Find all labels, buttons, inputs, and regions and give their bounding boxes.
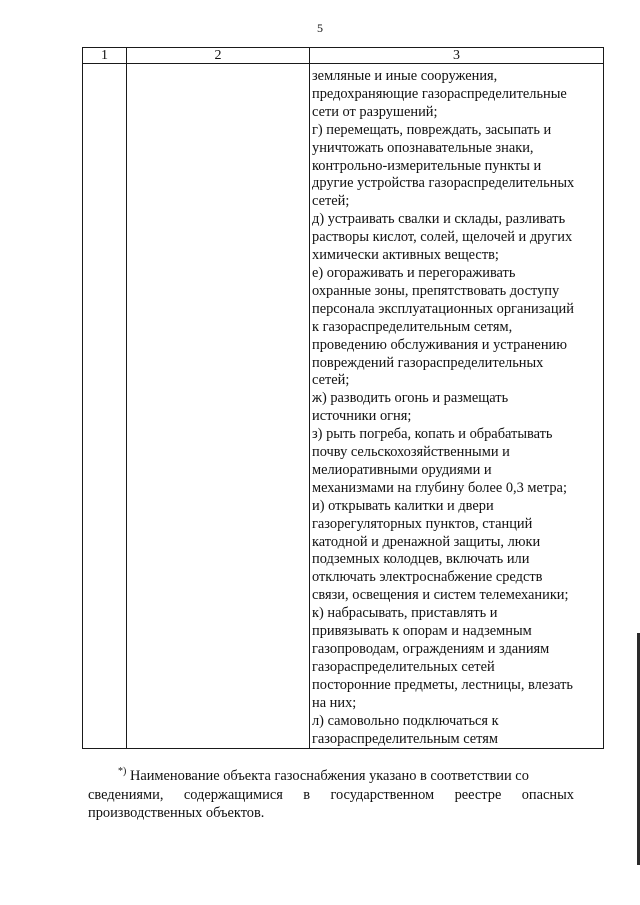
footnote-line-3: производственных объектов.	[88, 805, 265, 821]
text-line: з) рыть погреба, копать и обрабатывать	[312, 426, 553, 443]
text-line: газопроводам, ограждениям и зданиям	[312, 641, 550, 657]
text-line: к газораспределительным сетям,	[312, 318, 513, 335]
text-line: другие устройства газораспределительных	[312, 175, 575, 192]
text-line: катодной и дренажной защиты, люки	[312, 533, 541, 550]
cell-column-1	[83, 64, 127, 749]
text-line: растворы кислот, солей, щелочей и других	[312, 229, 573, 246]
text-line: предохраняющие газораспределительные	[312, 85, 567, 102]
table-header-row	[83, 48, 604, 64]
cell-column-3	[310, 64, 604, 749]
text-line: е) огораживать и перегораживать	[312, 264, 516, 281]
footnote-text-line-1: Наименование объекта газоснабжения указано в соответствии со	[129, 768, 529, 784]
text-line: проведению обслуживания и устранению	[312, 336, 567, 353]
footnote-line-2	[88, 786, 574, 805]
text-line: уничтожать опознавательные знаки,	[312, 139, 534, 156]
text-line: сетей;	[312, 372, 350, 389]
footnote-word: сведениями,	[88, 786, 164, 803]
text-line: л) самовольно подключаться к	[312, 712, 499, 729]
text-line: д) устраивать свалки и склады, разливать	[312, 211, 566, 228]
column-header-1: 1	[83, 48, 127, 64]
text-line: механизмами на глубину более 0,3 метра;	[312, 479, 567, 496]
cell-column-2	[127, 64, 310, 749]
text-line: сетей;	[312, 193, 350, 210]
prohibited-actions-text	[310, 64, 603, 748]
text-line: на них;	[312, 694, 357, 711]
footnote-word: государственном	[330, 786, 435, 803]
text-line: мелиоративными орудиями и	[312, 461, 492, 478]
column-header-2: 2	[127, 48, 310, 64]
text-line: подземных колодцев, включать или	[312, 551, 530, 568]
footnote-word: в	[303, 786, 311, 803]
text-line: и) открывать калитки и двери	[312, 497, 494, 514]
text-line: почву сельскохозяйственными и	[312, 444, 510, 461]
footnote-word: реестре	[454, 786, 502, 803]
page-number: 5	[317, 21, 323, 35]
text-line: связи, освещения и систем телемеханики;	[312, 587, 569, 604]
text-line: отключать электроснабжение средств	[312, 569, 543, 586]
text-line: источники огня;	[312, 408, 412, 425]
text-line: повреждений газораспределительных	[312, 354, 544, 371]
text-line: земляные и иные сооружения,	[312, 68, 498, 84]
text-line: посторонние предметы, лестницы, влезать	[312, 676, 573, 693]
footnote	[88, 767, 574, 823]
text-line: привязывать к опорам и надземным	[312, 623, 532, 640]
text-line: химически активных веществ;	[312, 247, 499, 264]
text-line: контрольно-измерительные пункты и	[312, 157, 542, 174]
text-line: персонала эксплуатационных организаций	[312, 300, 574, 317]
text-line: г) перемещать, повреждать, засыпать и	[312, 121, 552, 138]
footnote-line-1	[88, 767, 574, 786]
text-line: газораспределительным сетям	[312, 730, 499, 747]
text-line: газорегуляторных пунктов, станций	[312, 515, 533, 532]
text-line: к) набрасывать, приставлять и	[312, 605, 498, 622]
footnote-marker: *)	[118, 766, 127, 778]
table-row	[83, 64, 604, 749]
column-header-3: 3	[310, 48, 604, 64]
footnote-word: опасных	[521, 786, 574, 803]
text-line: газораспределительных сетей	[312, 658, 495, 675]
text-line: охранные зоны, препятствовать доступу	[312, 282, 560, 299]
content-table	[82, 47, 604, 749]
footnote-word: содержащимися	[183, 786, 283, 803]
text-line: ж) разводить огонь и размещать	[312, 390, 509, 407]
text-line: сети от разрушений;	[312, 103, 438, 120]
